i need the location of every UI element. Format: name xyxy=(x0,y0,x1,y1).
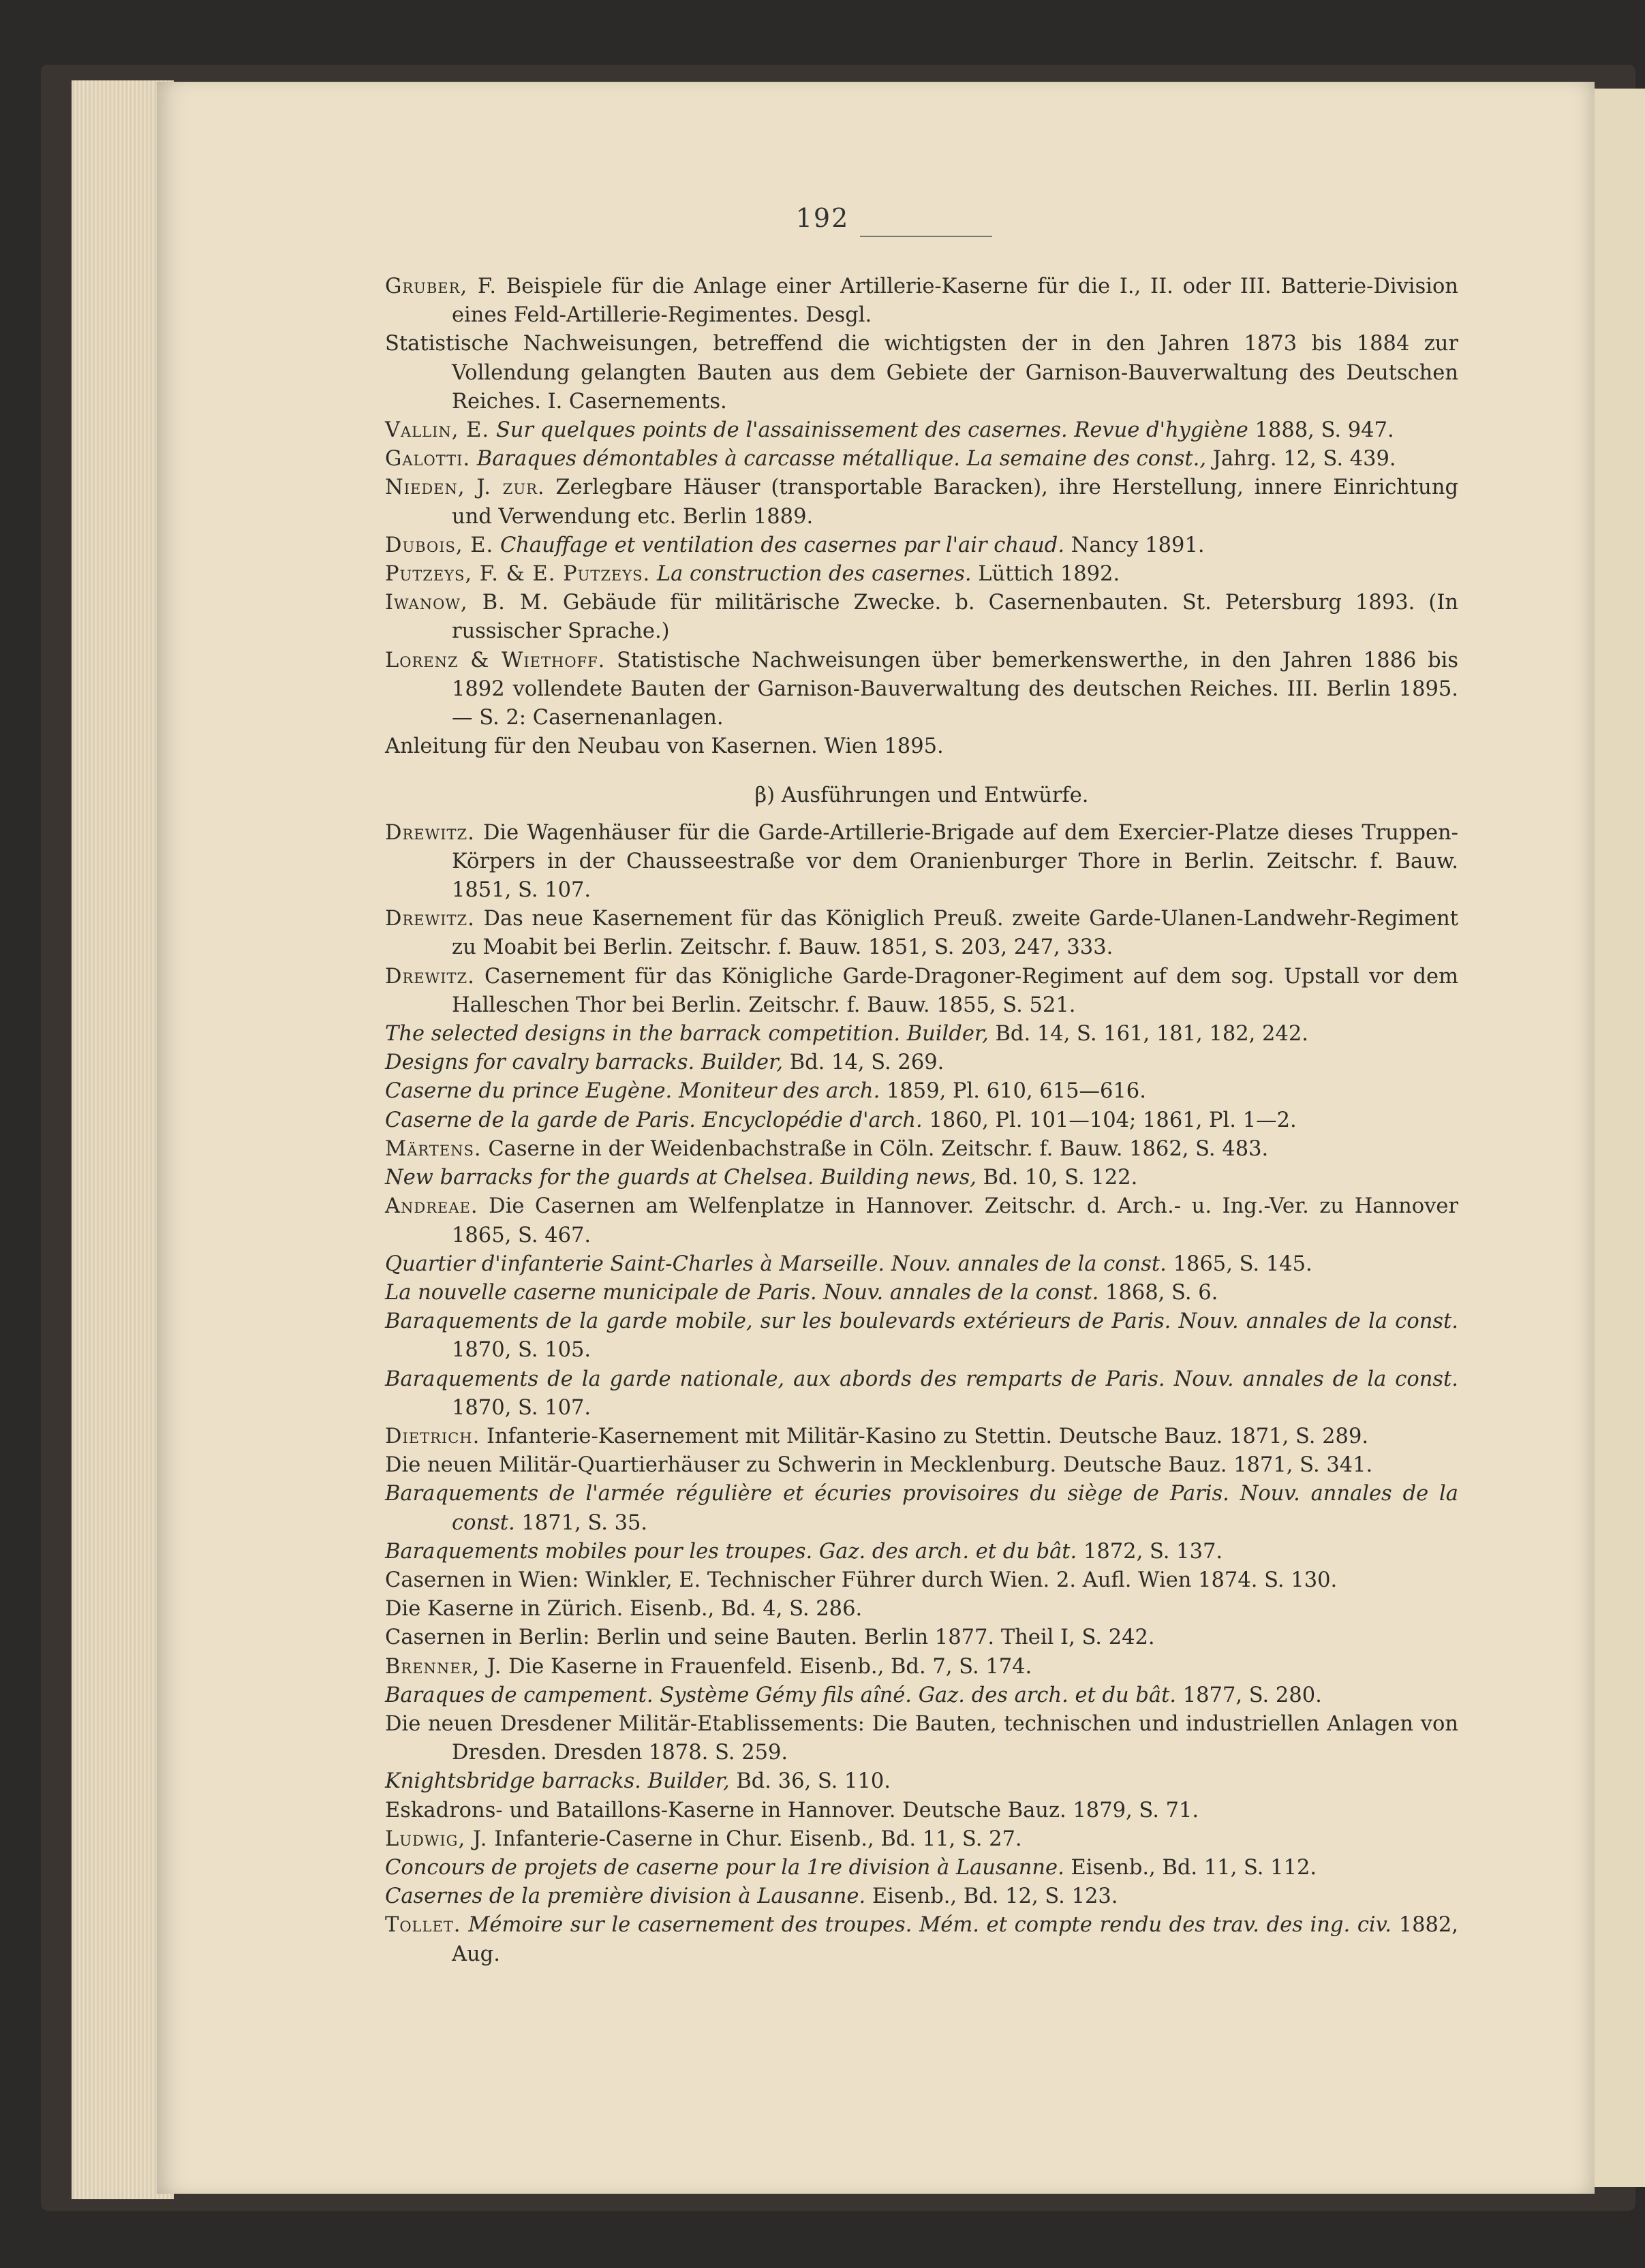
bibliography-entry xyxy=(385,1767,1458,1796)
entry-title: Chauffage et ventilation des casernes par l'air chaud. xyxy=(499,533,1065,557)
entry-text: Zerlegbare Häuser (transportable Baracken), ihre Herstellung, innere Einrichtung und Verwendung etc. Berlin 1889. xyxy=(452,476,1458,529)
entry-author: Iwanow, B. M. xyxy=(385,591,549,615)
entry-title: New barracks for the guards at Chelsea. Building news, xyxy=(385,1166,977,1190)
page-number: 192 xyxy=(795,203,850,233)
entry-text: Die neuen Dresdener Militär-Etablissements: Die Bauten, technischen und industriellen Anlagen von Dresden. Dresden 1878. S. 259. xyxy=(385,1711,1458,1765)
bibliography-entry xyxy=(385,1250,1458,1279)
entry-text: Anleitung für den Neubau von Kasernen. Wien 1895. xyxy=(385,734,944,759)
bibliography-entry xyxy=(385,1624,1458,1652)
entry-title: Designs for cavalry barracks. Builder, xyxy=(385,1051,784,1075)
entry-author: Nieden, J. zur. xyxy=(385,476,545,500)
entry-text: Die Kaserne in Zürich. Eisenb., Bd. 4, S. 286. xyxy=(385,1597,863,1621)
entry-text: Das neue Kasernement für das Königlich Preuß. zweite Garde-Ulanen-Landwehr-Regiment zu Moabit bei Berlin. Zeitschr. f. Bauw. 1851, S. 203, 247, 333. xyxy=(452,907,1458,960)
entry-author: Drewitz. xyxy=(385,964,475,989)
entry-author: Dietrich. xyxy=(385,1424,480,1448)
entry-text: Eisenb., Bd. 12, S. 123. xyxy=(865,1884,1118,1909)
entry-text: Gebäude für militärische Zwecke. b. Casernenbauten. St. Petersburg 1893. (In russischer Sprache.) xyxy=(452,591,1459,644)
entry-text: Statistische Nachweisungen über bemerkenswerthe, in den Jahren 1886 bis 1892 vollendete Bauten der Garnison-Bauverwaltung des deutschen Reiches. III. Berlin 1895. — S. 2: Casernenanlagen. xyxy=(452,648,1458,730)
entry-text: 1872, S. 137. xyxy=(1077,1539,1223,1564)
entry-text: Casernen in Berlin: Berlin und seine Bauten. Berlin 1877. Theil I, S. 242. xyxy=(385,1626,1155,1650)
bibliography-entry xyxy=(385,647,1458,733)
entry-text: Die Kaserne in Frauenfeld. Eisenb., Bd. 7, S. 174. xyxy=(502,1654,1032,1679)
next-page-edge xyxy=(1595,89,1645,2187)
entry-text: Eskadrons- und Bataillons-Kaserne in Hannover. Deutsche Bauz. 1879, S. 71. xyxy=(385,1798,1199,1822)
bibliography-entry xyxy=(385,732,1458,761)
entry-text: Beispiele für die Anlage einer Artillerie-Kaserne für die I., II. oder III. Batterie-Division eines Feld-Artillerie-Regimentes. Desgl. xyxy=(452,275,1458,328)
bibliography-entry xyxy=(385,1681,1458,1710)
bibliography-entry xyxy=(385,1797,1458,1825)
bibliography-entry xyxy=(385,1480,1458,1537)
bibliography-entry xyxy=(385,416,1458,445)
bibliography-entry xyxy=(385,273,1458,330)
bibliography-list-executions xyxy=(385,819,1458,1969)
bibliography-entry xyxy=(385,1451,1458,1480)
bibliography-entry xyxy=(385,445,1458,473)
bibliography-entry xyxy=(385,1538,1458,1566)
entry-title: Sur quelques points de l'assainissement des casernes. Revue d'hygiène xyxy=(495,418,1248,443)
entry-author: Putzeys, F. & E. Putzeys. xyxy=(385,562,651,587)
entry-text: Die neuen Militär-Quartierhäuser zu Schwerin in Mecklenburg. Deutsche Bauz. 1871, S. 341. xyxy=(385,1453,1373,1478)
entry-text: 1868, S. 6. xyxy=(1098,1280,1218,1305)
entry-text: Caserne in der Weidenbachstraße in Cöln. Zeitschr. f. Bauw. 1862, S. 483. xyxy=(481,1136,1269,1161)
entry-author: Lorenz & Wiethoff. xyxy=(385,648,606,672)
entry-title: Baraquements de la garde nationale, aux abords des remparts de Paris. Nouv. annales de la const. xyxy=(385,1367,1458,1391)
entry-author: Gruber, F. xyxy=(385,275,497,298)
entry-text: Die Wagenhäuser für die Garde-Artillerie-Brigade auf dem Exercier-Platze dieses Truppen-Körpers in der Chausseestraße vor dem Oranienburger Thore in Berlin. Zeitschr. f. Bauw. 1851, S. 107. xyxy=(452,820,1458,903)
bibliography-entry xyxy=(385,1135,1458,1164)
entry-title: The selected designs in the barrack competition. Builder, xyxy=(385,1022,989,1046)
entry-title: Concours de projets de caserne pour la 1re division à Lausanne. xyxy=(385,1855,1064,1880)
entry-text: Bd. 14, S. 269. xyxy=(783,1051,944,1075)
entry-text: 1877, S. 280. xyxy=(1176,1683,1322,1707)
entry-title: Knightsbridge barracks. Builder, xyxy=(385,1769,730,1794)
entry-text: 1870, S. 107. xyxy=(452,1395,591,1420)
entry-text: 1870, S. 105. xyxy=(452,1338,591,1363)
bibliography-entry xyxy=(385,330,1458,416)
bibliography-entry xyxy=(385,1911,1458,1968)
bibliography-entry xyxy=(385,1192,1458,1249)
entry-author: Drewitz. xyxy=(385,820,475,845)
bibliography-entry xyxy=(385,1279,1458,1307)
bibliography-entry xyxy=(385,1048,1458,1077)
entry-author: Vallin, E. xyxy=(385,418,490,443)
bibliography-entry xyxy=(385,1825,1458,1854)
entry-text: 1859, Pl. 610, 615—616. xyxy=(880,1079,1146,1104)
entry-text: Infanterie-Caserne in Chur. Eisenb., Bd. 11, S. 27. xyxy=(487,1827,1022,1851)
bibliography-entry xyxy=(385,560,1458,589)
bibliography-entry xyxy=(385,1854,1458,1882)
bibliography-entry xyxy=(385,1307,1458,1365)
entry-text: 1860, Pl. 101—104; 1861, Pl. 1—2. xyxy=(922,1108,1297,1132)
entry-text: Die Casernen am Welfenplatze in Hannover. Zeitschr. d. Arch.- u. Ing.-Ver. zu Hannover 1865, S. 467. xyxy=(452,1194,1458,1247)
bibliography-entry xyxy=(385,819,1458,905)
section-title: β) Ausführungen und Entwürfe. xyxy=(754,783,1089,808)
bibliography-entry xyxy=(385,963,1458,1020)
entry-title: Baraques démontables à carcasse métallique. La semaine des const., xyxy=(476,447,1207,471)
entry-text: Bd. 36, S. 110. xyxy=(729,1769,891,1794)
entry-title: Casernes de la première division à Lausanne. xyxy=(385,1884,866,1909)
entry-author: Andreae. xyxy=(385,1194,478,1219)
entry-text: Lüttich 1892. xyxy=(971,562,1120,587)
bibliography-entry xyxy=(385,1882,1458,1911)
bibliography-entry xyxy=(385,1106,1458,1135)
entry-author: Ludwig, J. xyxy=(385,1827,488,1851)
entry-text: Statistische Nachweisungen, betreffend die wichtigsten der in den Jahren 1873 bis 1884 zur Vollendung gelangten Bauten aus dem Gebiete der Garnison-Bauverwaltung des Deutschen Reiches. I. Casernements. xyxy=(385,332,1458,414)
entry-text: Nancy 1891. xyxy=(1064,533,1205,557)
bibliography-entry xyxy=(385,1423,1458,1451)
entry-author: Drewitz. xyxy=(385,907,475,931)
bibliography-entry xyxy=(385,1077,1458,1106)
entry-author: Dubois, E. xyxy=(385,533,494,557)
bibliography-entry xyxy=(385,905,1458,962)
entry-title: La construction des casernes. xyxy=(656,562,972,587)
bibliography-entry xyxy=(385,1653,1458,1681)
bibliography-entry xyxy=(385,1710,1458,1767)
entry-text: Casernement für das Königliche Garde-Dragoner-Regiment auf dem sog. Upstall vor dem Halleschen Thor bei Berlin. Zeitschr. f. Bauw. 1855, S. 521. xyxy=(452,964,1458,1017)
bibliography-entry xyxy=(385,473,1458,531)
entry-author: Märtens. xyxy=(385,1136,482,1161)
bibliography-entry xyxy=(385,1020,1458,1048)
entry-text: 1871, S. 35. xyxy=(514,1510,648,1535)
bibliography-entry xyxy=(385,589,1458,646)
entry-title: Baraquements de l'armée régulière et écuries provisoires du siège de Paris. Nouv. annales de la const. xyxy=(385,1482,1458,1535)
bibliography-entry xyxy=(385,1566,1458,1595)
entry-text: 1888, S. 947. xyxy=(1248,418,1394,443)
bibliography-entry xyxy=(385,1164,1458,1192)
entry-title: Baraques de campement. Système Gémy fils aîné. Gaz. des arch. et du bât. xyxy=(385,1683,1177,1707)
entry-title: Baraquements mobiles pour les troupes. Gaz. des arch. et du bât. xyxy=(385,1539,1077,1564)
entry-title: Caserne du prince Eugène. Moniteur des arch. xyxy=(385,1079,880,1104)
entry-text: Casernen in Wien: Winkler, E. Technischer Führer durch Wien. 2. Aufl. Wien 1874. S. 130. xyxy=(385,1568,1338,1592)
bibliography-list-general xyxy=(385,273,1458,761)
entry-title: Mémoire sur le casernement des troupes. Mém. et compte rendu des trav. des ing. civ. xyxy=(468,1913,1392,1938)
entry-author: Galotti. xyxy=(385,447,471,471)
entry-author: Brenner, J. xyxy=(385,1654,502,1679)
entry-text: Jahrg. 12, S. 439. xyxy=(1206,447,1396,471)
entry-text: 1882, Aug. xyxy=(452,1913,1459,1966)
entry-text: Bd. 10, S. 122. xyxy=(976,1166,1138,1190)
entry-text: 1865, S. 145. xyxy=(1166,1252,1312,1276)
bibliography-entry xyxy=(385,531,1458,560)
entry-text: Infanterie-Kasernement mit Militär-Kasino zu Stettin. Deutsche Bauz. 1871, S. 289. xyxy=(480,1424,1369,1448)
entry-text: Bd. 14, S. 161, 181, 182, 242. xyxy=(988,1022,1308,1046)
entry-title: La nouvelle caserne municipale de Paris. Nouv. annales de la const. xyxy=(385,1280,1099,1305)
entry-title: Quartier d'infanterie Saint-Charles à Marseille. Nouv. annales de la const. xyxy=(385,1252,1167,1276)
entry-text: Eisenb., Bd. 11, S. 112. xyxy=(1064,1855,1317,1880)
entry-author: Tollet. xyxy=(385,1913,461,1938)
entry-title: Baraquements de la garde mobile, sur les boulevards extérieurs de Paris. Nouv. annales de la const. xyxy=(385,1309,1458,1334)
bibliography-entry xyxy=(385,1365,1458,1423)
bibliography-entry xyxy=(385,1595,1458,1624)
page-number-rule xyxy=(860,236,992,237)
bibliography xyxy=(385,273,1458,1969)
entry-title: Caserne de la garde de Paris. Encyclopédie d'arch. xyxy=(385,1108,923,1132)
